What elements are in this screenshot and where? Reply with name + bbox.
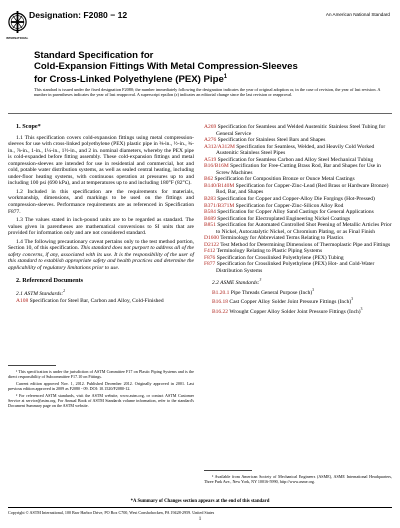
summary-of-changes-note: *A Summary of Changes section appears at the end of this standard — [130, 499, 270, 504]
reference-title: Terminology for Abbreviated Terms Relating to Plastics — [220, 235, 344, 242]
reference-item — [204, 306, 392, 315]
footer-divider — [8, 507, 392, 508]
reference-title: Specification for Automated Controlled Shot Peening of Metallic Articles Prior to Nickel, Autocatalytic Nickel, or Chromium Plating, or as Final Finish — [216, 222, 392, 235]
title-line-2: Cold-Expansion Fittings With Metal Compression-Sleeves — [34, 61, 298, 72]
reference-title: Specification for Electroplated Engineering Nickel Coatings — [217, 215, 351, 222]
reference-title: Specification for Steel Bar, Carbon and Alloy, Cold-Finished — [29, 298, 164, 305]
footnote-divider-right — [204, 470, 252, 471]
reference-title: Specification for Copper-Zinc-Silicon Alloy Rod — [235, 202, 344, 209]
reference-item — [204, 124, 392, 137]
title-line-1: Standard Specification for — [34, 50, 154, 61]
logo-caption: INTERNATIONAL — [6, 37, 29, 40]
astm-standards-mark: 2 — [63, 289, 66, 294]
standard-type: An American National Standard — [325, 12, 390, 17]
reference-title: Specification for Seamless, Welded, and Heavily Cold Worked Austenitic Stainless Steel Pipes — [216, 143, 375, 157]
title-line-3-text: for Cross-Linked Polyethylene (PEX) Pipe — [34, 74, 224, 86]
reference-code-link[interactable]: F876 — [204, 254, 216, 261]
scope-heading: 1. Scope* — [16, 123, 41, 130]
reference-title: Specification for Copper and Copper-Alloy Die Forgings (Hot-Pressed) — [217, 196, 375, 203]
reference-title: Test Method for Determining Dimensions of Thermoplastic Pipe and Fittings — [220, 241, 391, 248]
reference-title: Wrought Copper Alloy Solder Joint Pressure Fittings (Inch) — [229, 308, 361, 315]
reference-title: Specification for Crosslinked Polyethylene (PEX) Hot- and Cold-Water Distribution Systems — [216, 261, 375, 275]
scope-1-2: 1.2 Included in this specification are the requirements for materials, workmanship, dimensions, and markings to be used on the fittings and compression-sleeves. Performance requirements are as referenced in Specification F877. — [8, 188, 194, 215]
reference-title: Specification for Stainless Steel Bars and Shapes — [217, 137, 326, 144]
reference-code-link[interactable]: A276 — [204, 137, 217, 144]
reference-footnote-mark: 3 — [312, 287, 315, 292]
reference-item — [204, 163, 392, 176]
reference-footnote-mark: 3 — [360, 306, 363, 311]
reference-item — [204, 296, 392, 305]
reference-code-link[interactable]: B689 — [204, 215, 216, 222]
reference-item — [204, 261, 392, 274]
issued-note: This standard is issued under the fixed designation F2080; the number immediately following the designation indicates the year of original adoption or, in the case of revision, the year of last revision. A number in parentheses indicates the year of last reapproval. A superscript epsilon (ε) indicates an editorial change since the last revision or reapproval. — [34, 87, 381, 98]
reference-code-link[interactable]: A108 — [16, 298, 29, 305]
page-number: 1 — [198, 517, 202, 522]
designation: Designation: F2080 − 12 — [29, 10, 128, 20]
reference-code-link[interactable]: D1600 — [204, 235, 219, 242]
asme-standards-mark: 3 — [259, 277, 262, 282]
reference-title: Specification for Copper-Zinc-Lead (Red Brass or Hardware Bronze) Rod, Bar, and Shapes — [216, 182, 389, 196]
footnote-divider — [8, 365, 56, 366]
reference-code-link[interactable]: A519 — [204, 156, 217, 163]
scope-1-4-caveat: This standard does not purport to address all of the safety concerns, if any, associated with its use. It is the responsibility of the user of this standard to establish appropriate safety and health practices and determine the applicability of regulatory limitations prior to use. — [8, 245, 195, 271]
reference-code-link[interactable]: F877 — [204, 261, 216, 268]
reference-code-link[interactable]: B16.22 — [212, 308, 229, 315]
reference-code-link[interactable]: A269 — [204, 124, 217, 130]
document-title — [34, 50, 374, 85]
reference-title: Cast Copper Alloy Solder Joint Pressure Fittings (Inch) — [229, 299, 352, 306]
reference-code-link[interactable]: A312/A312M — [204, 143, 235, 150]
footnote-1-edition: Current edition approved Nov. 1, 2012. Published December 2012. Originally approved in 2001. Last previous edition approved in 2009 as F2080 - 09. DOI: 10.1520/F2080-12. — [8, 380, 194, 391]
reference-item — [204, 144, 392, 157]
copyright: Copyright © ASTM International, 100 Barr Harbor Drive, PO Box C700, West Conshohocken, PA 19428-2959. United States — [8, 510, 215, 515]
reference-code-link[interactable]: B371/B371M — [204, 202, 235, 209]
reference-title: Pipe Threads General Purpose (Inch) — [230, 289, 313, 296]
astm-standards-label: 2.1 ASTM Standards: — [16, 290, 64, 297]
referenced-heading: 2. Referenced Documents — [16, 277, 84, 285]
reference-code-link[interactable]: B16.18 — [212, 299, 229, 306]
asme-standards-subheading — [212, 277, 392, 286]
reference-code-link[interactable]: B851 — [204, 222, 216, 229]
reference-item — [204, 183, 392, 196]
asme-standards-label: 2.2 ASME Standards: — [212, 279, 260, 286]
reference-code-link[interactable]: B584 — [204, 209, 216, 216]
scope-1-3: 1.3 The values stated in inch-pound units are to be regarded as standard. The values given in parentheses are mathematical conversions to SI units that are provided for information only and are not considered standard. — [8, 217, 194, 237]
reference-code-link[interactable]: B16/B16M — [204, 163, 229, 170]
reference-code-link[interactable]: B62 — [204, 176, 214, 183]
reference-title: Specification for Copper Alloy Sand Castings for General Applications — [217, 209, 374, 216]
reference-code-link[interactable]: B1.20.1 — [212, 289, 230, 296]
footnote-3: ³ Available from American Society of Mechanical Engineers (ASME), ASME International Headquarters, Three Park Ave., New York, NY 10016-5990, http://www.asme.org. — [204, 474, 392, 484]
reference-title: Specification for Seamless and Welded Austenitic Stainless Steel Tubing for General Service — [216, 124, 386, 137]
right-column — [204, 124, 392, 315]
header-divider — [8, 113, 392, 114]
title-line-3 — [34, 72, 374, 85]
title-footnote-mark: 1 — [223, 74, 228, 80]
reference-item — [8, 298, 194, 305]
scope-1-4 — [8, 239, 194, 272]
reference-list-asme — [204, 287, 392, 315]
reference-code-link[interactable]: B283 — [204, 196, 216, 203]
reference-footnote-mark: 3 — [351, 297, 353, 302]
scope-1-1: 1.1 This specification covers cold-expansion fittings using metal compression-sleeves for use with cross-linked polyethylene (PEX) plastic pipe in ⅜-in., ½-in., ¾-in., ⅞-in., 1-in., 1¼-in., 1½-in., and 2 in. nominal diameters, whereby the PEX pipe is cold-expanded before fitting assembly. These cold-expansion fittings and metal compression-sleeves are intended for use in residential and commercial, hot and cold, potable water distribution systems, as well as sealed central heating, including under-floor heating systems, with continuous operation at pressures up to and including 100 psi (690 kPa), and at temperatures up to and including 180°F (82°C). — [8, 134, 194, 187]
footnote-1: ¹ This specification is under the jurisdiction of ASTM Committee F17 on Plastic Piping Systems and is the direct responsibility of Subcommittee F17.10 on Fittings. — [8, 368, 194, 379]
astm-logo-icon — [8, 9, 27, 36]
reference-item — [204, 287, 392, 296]
reference-title: Specification for Free-Cutting Brass Rod, Bar and Shapes for Use in Screw Machines — [216, 163, 381, 176]
astm-standards-subheading — [16, 288, 194, 297]
reference-code-link[interactable]: B140/B140M — [204, 182, 235, 189]
reference-list-right — [204, 124, 392, 275]
footnote-2: ² For referenced ASTM standards, visit the ASTM website, www.astm.org, or contact ASTM Customer Service at service@astm.org. For Annual Book of ASTM Standards volume information, refer to the standard's Document Summary page on the ASTM website. — [8, 392, 194, 408]
right-footnotes — [204, 465, 392, 486]
reference-item — [204, 222, 392, 235]
reference-title: Specification for Composition Bronze or Ounce Metal Castings — [214, 176, 355, 183]
reference-code-link[interactable]: D2122 — [204, 241, 219, 248]
reference-code-link[interactable]: F412 — [204, 248, 216, 255]
reference-title: Specification for Seamless Carbon and Alloy Steel Mechanical Tubing — [217, 156, 374, 163]
left-column — [8, 124, 194, 410]
reference-title: Terminology Relating to Plastic Piping Systems — [216, 248, 323, 255]
reference-title: Specification for Crosslinked Polyethylene (PEX) Tubing — [216, 254, 344, 261]
reference-list-left — [8, 298, 194, 305]
scope-1-4-text: 1.4 The following precautionary caveat pertains only to the test method portion, Section 10, of this specification. — [8, 238, 194, 252]
